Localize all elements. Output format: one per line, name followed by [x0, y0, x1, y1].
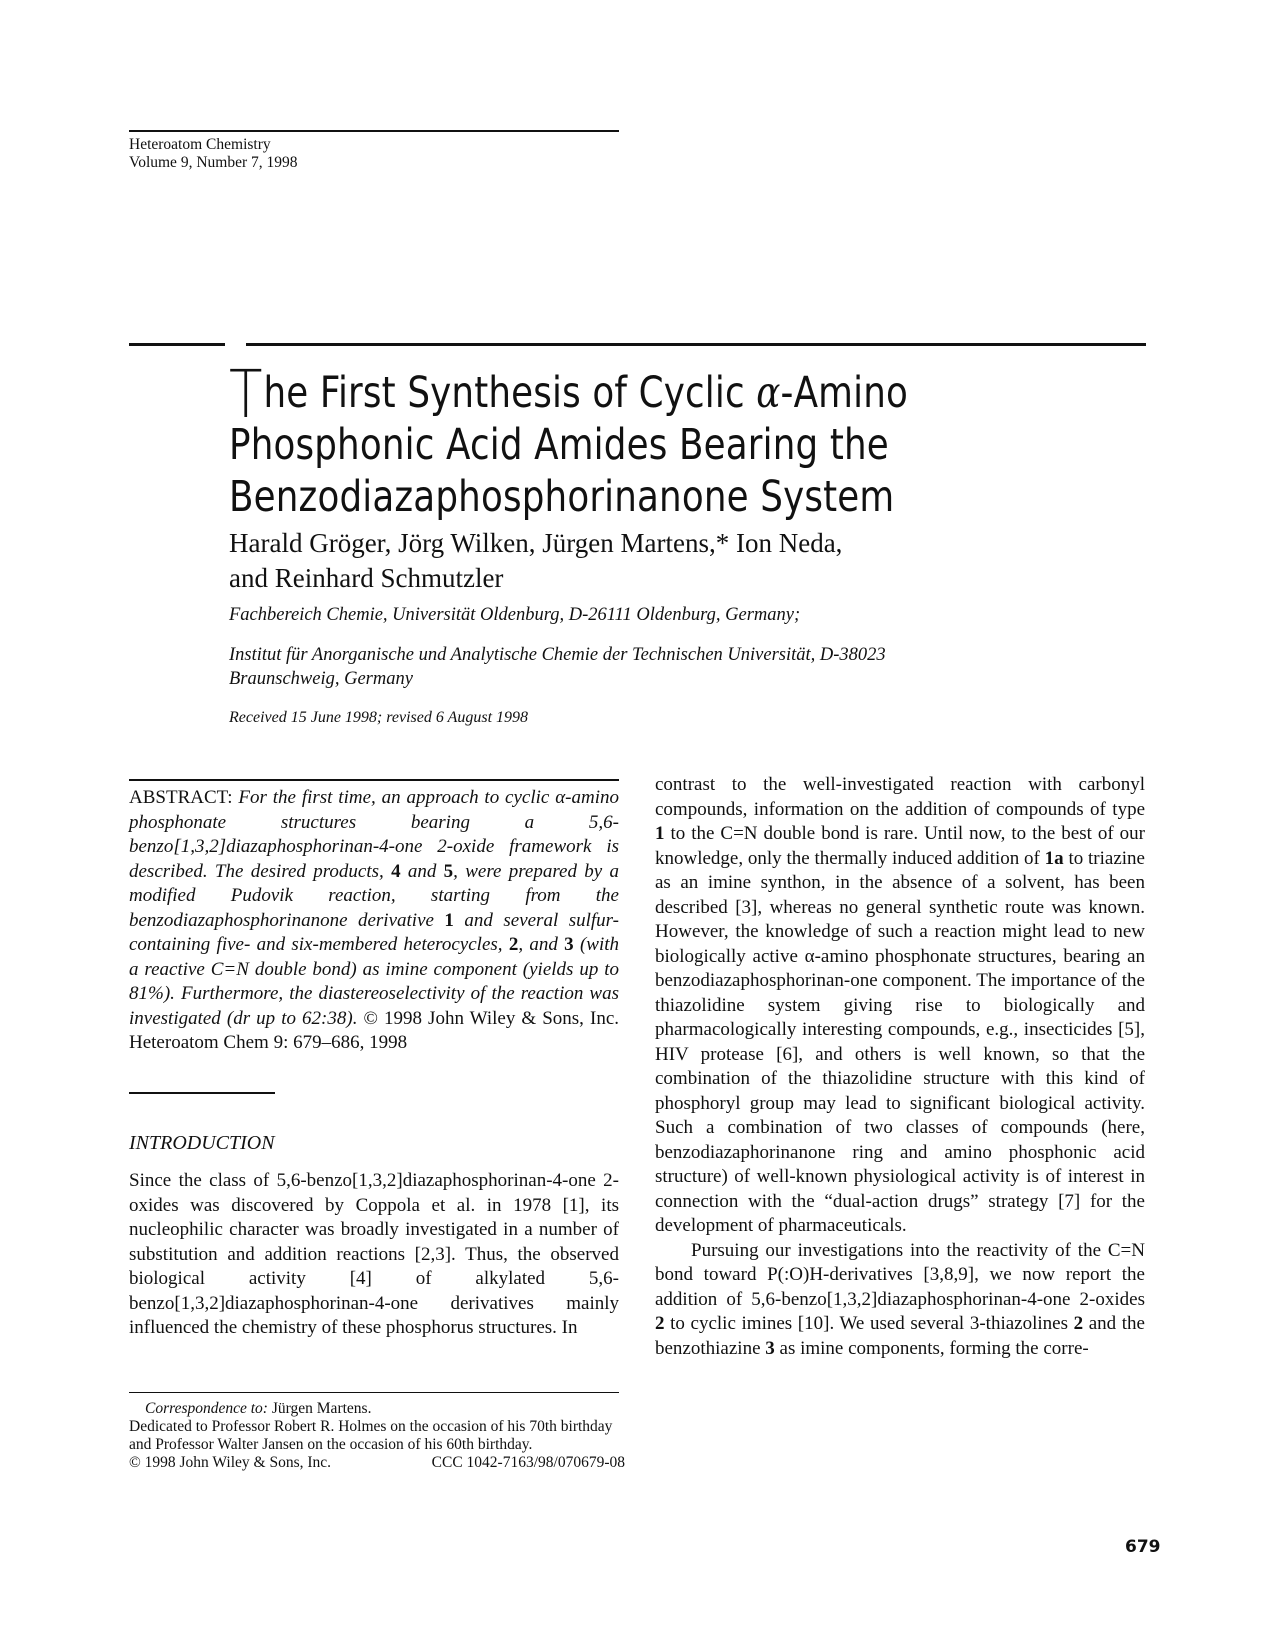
title-line-2: Phosphonic Acid Amides Bearing the	[229, 420, 889, 470]
received-dates: Received 15 June 1998; revised 6 August 1998	[229, 709, 529, 726]
correspondence: Correspondence to: Jürgen Martens.	[145, 1400, 372, 1417]
article-title	[229, 352, 1018, 523]
title-line-1: The First Synthesis of Cyclic α-Amino	[229, 356, 908, 433]
author-list: Harald Gröger, Jörg Wilken, Jürgen Martens,* Ion Neda, and Reinhard Schmutzler	[229, 528, 843, 593]
journal-name: Heteroatom Chemistry	[129, 136, 271, 153]
abstract-top-rule	[129, 779, 619, 781]
page-number: 679	[1125, 1537, 1161, 1557]
footnote	[129, 1400, 625, 1472]
copyright-line: © 1998 John Wiley & Sons, Inc. CCC 1042-7163/98/070679-08	[129, 1454, 625, 1471]
section-heading-introduction: INTRODUCTION	[129, 1132, 275, 1154]
abstract-label: ABSTRACT:	[129, 787, 233, 808]
dedication: Dedicated to Professor Robert R. Holmes on the occasion of his 70th birthday and Professor Walter Jansen on the occasion of his 60th birthday.	[129, 1418, 613, 1453]
right-paragraph-1: contrast to the well-investigated reaction with carbonyl compounds, information on the addition of compounds of type 1 to the C=N double bond is rare. Until now, to the best of our knowledge, only the thermally induced addition of 1a to triazine as an imine synthon, in the absence of a solvent, has been described [3], whereas no general synthetic route was known. However, the knowledge of such a reaction might lead to new biologically active α-amino phosphonate structures, bearing an benzodiazaphosphorinan-one component. The importance of the thiazolidine system giving rise to biologically and pharmacologically interesting compounds, e.g., insecticides [5], HIV protease [6], and others is well known, so that the combination of the thiazolidine structure with this kind of phosphoryl group may lead to significant biological activity. Such a combination of two classes of compounds (here, benzodiazaphorinanone ring and amino phosphonic acid structure) of well-known physiological activity is of interest in connection with the “dual-action drugs” strategy [7] for the development of pharmaceuticals.	[655, 774, 1145, 1236]
affiliation-2: Institut für Anorganische und Analytische Chemie der Technischen Universität, D-38023 Braunschweig, Germany	[229, 645, 886, 689]
journal-header	[129, 136, 297, 172]
journal-volume: Volume 9, Number 7, 1998	[129, 154, 298, 171]
header-rule	[129, 130, 619, 132]
title-line-3: Benzodiazaphosphorinanone System	[229, 472, 895, 522]
abstract: ABSTRACT: For the first time, an approach to cyclic α-amino phosphonate structures bearing a 5,6-benzo[1,3,2]diazaphosphorinan-4-one 2-oxide framework is described. The desired products, 4 and 5, were prepared by a modified Pudovik reaction, starting from the benzodiazaphosphorinanone derivative 1 and several sulfur-containing five- and six-membered heterocycles, 2, and 3 (with a reactive C=N double bond) as imine component (yields up to 81%). Furthermore, the diastereoselectivity of the reaction was investigated (dr up to 62:38). © 1998 John Wiley & Sons, Inc. Heteroatom Chem 9: 679–686, 1998	[129, 787, 620, 1053]
introduction-paragraph: Since the class of 5,6-benzo[1,3,2]diazaphosphorinan-4-one 2-oxides was discovered by Coppola et al. in 1978 [1], its nucleophilic character was broadly investigated in a number of substitution and addition reactions [2,3]. Thus, the observed biological activity [4] of alkylated 5,6-benzo[1,3,2]diazaphosphorinan-4-one derivatives mainly influenced the chemistry of these phosphorus structures. In	[129, 1170, 619, 1338]
title-rule-left	[129, 343, 225, 346]
title-dropcap: T	[229, 356, 263, 433]
footnote-rule	[129, 1392, 619, 1393]
right-paragraph-2: Pursuing our investigations into the reactivity of the C=N bond toward P(:O)H-derivatives [3,8,9], we now report the addition of 5,6-benzo[1,3,2]diazaphosphorinan-4-one 2-oxides 2 to cyclic imines [10]. We used several 3-thiazolines 2 and the benzothiazine 3 as imine components, forming the corre-	[655, 1239, 1145, 1359]
title-rule-right	[246, 343, 1146, 346]
affiliation-1: Fachbereich Chemie, Universität Oldenburg, D-26111 Oldenburg, Germany;	[229, 605, 801, 625]
right-column	[655, 773, 1145, 1361]
abstract-bottom-rule	[129, 1092, 275, 1094]
